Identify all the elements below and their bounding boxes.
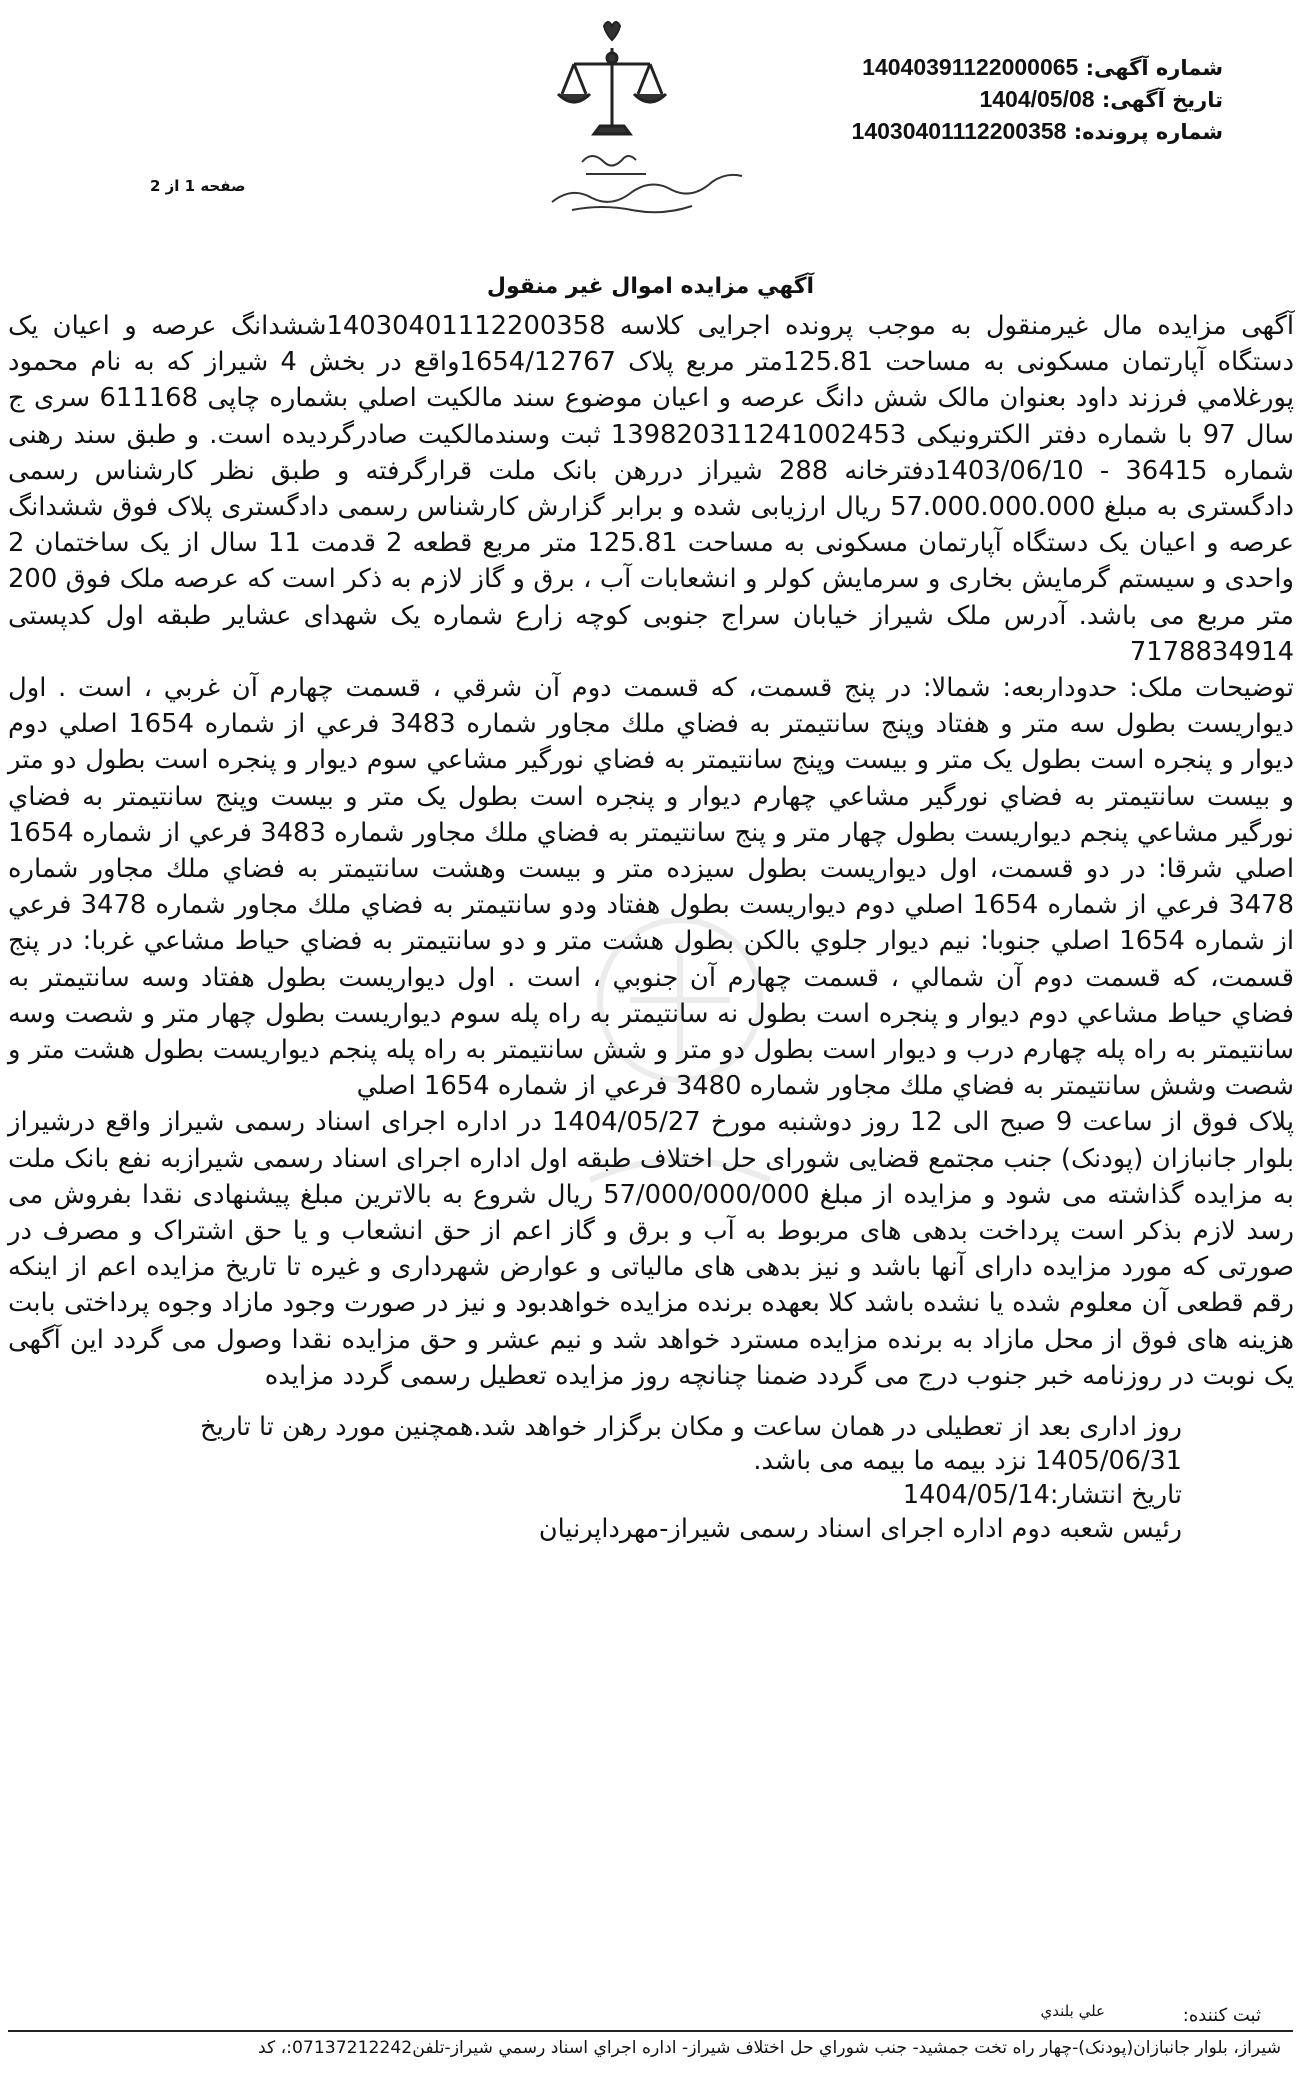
- closing-line-1: روز اداری بعد از تعطیلی در همان ساعت و مکان برگزار خواهد شد.همچنین مورد رهن تا تاریخ: [200, 1412, 1182, 1443]
- ad-number: 14040391122000065: [862, 54, 1079, 80]
- footer-divider: [8, 2030, 1293, 2032]
- page-indicator: صفحه 1 از 2: [150, 177, 246, 195]
- notice-paragraph-boundaries: توضیحات ملک: حدوداربعه: شمالا: در پنج قسمت، که قسمت دوم آن شرقي ، قسمت چهارم آن غربي ، است . اول ديواريست بطول سه متر و هفتاد وپنج سانتيمتر به فضاي ملك مجاور شماره 3483 فرعي از شماره 1654 اصلي دوم ديوار و پنجره است بطول يک متر و بيست وپنج سانتيمتر به فضاي نورگير مشاعي سوم ديوار و پنجره است بطول دو متر و بيست سانتيمتر به فضاي نورگير مشاعي چهارم ديوار و پنجره است بطول يک متر و بيست وپنج سانتيمتر به فضاي نورگير مشاعي پنجم ديواريست بطول چهار متر و پنج سانتيمتر به فضاي ملك مجاور شماره 3483 فرعي از شماره 1654 اصلي شرقا: در دو قسمت، اول ديواريست بطول سيزده متر و بيست وهشت سانتيمتر به فضاي ملك مجاور شماره 3478 فرعي از شماره 1654 اصلي دوم ديواريست بطول هفتاد ودو سانتيمتر به فضاي ملك مجاور شماره 3478 فرعي از شماره 1654 اصلي جنوبا: نيم ديوار جلوي بالكن بطول هشت متر و دو سانتيمتر به فضاي حياط مشاعي غربا: در پنج قسمت، كه قسمت دوم آن شمالي ، قسمت چهارم آن جنوبي ، است . اول ديواريست بطول هفتاد وسه سانتيمتر به فضاي حياط مشاعي دوم ديوار و پنجره است بطول نه سانتيمتر به راه پله سوم ديواريست بطول چهار متر و شصت وسه سانتيمتر به راه پله چهارم درب و ديوار است بطول دو متر و شش سانتيمتر به راه پله پنجم ديواريست بطول هشت متر و شصت وشش سانتيمتر به فضاي ملك مجاور شماره 3480 فرعي از شماره 1654 اصلي: [8, 673, 1295, 1102]
- registered-by-label: ثبت کننده:: [1182, 2005, 1261, 2026]
- ad-date: 1404/05/08: [979, 86, 1095, 112]
- signatory: رئیس شعبه دوم اداره اجرای اسناد رسمی شیراز-مهرداپرنیان: [538, 1514, 1182, 1545]
- notice-closing: [8, 1410, 1294, 1546]
- ad-date-label: تاریخ آگهی:: [1101, 88, 1223, 112]
- publish-date-row: [8, 1478, 1182, 1512]
- footer-address: شيراز، بلوار جانبازان(پودنک)-چهار راه تخت جمشيد- جنب شوراي حل اختلاف شيراز- اداره اجراي اسناد رسمي شيراز-تلفن07137212242:، کد: [257, 2038, 1281, 2058]
- page-title: آگهي مزايده اموال غير منقول: [486, 274, 815, 299]
- notice-paragraph-intro: آگهی مزایده مال غیرمنقول به موجب پرونده اجرایی کلاسه 14030401112200358ششدانگ عرصه و اعیان یک دستگاه آپارتمان مسکونی به مساحت 125.81متر مربع پلاک 1654/12767واقع در بخش 4 شیراز که به نام محمود پورغلامي فرزند داود بعنوان مالک شش دانگ عرصه و اعیان موضوع سند مالکیت اصلي بشماره چاپی 611168 سری ج سال 97 با شماره دفتر الکترونیکی 139820311241002453 ثبت وسندمالکیت صادرگردیده است. و طبق سند رهنی شماره 36415 - 1403/06/10دفترخانه 288 شیراز دررهن بانک ملت قرارگرفته و طبق نظر کارشناس رسمی دادگستری به مبلغ 57.000.000.000 ریال ارزیابی شده و برابر گزارش کارشناس رسمی دادگستری پلاک فوق ششدانگ عرصه و اعیان یک دستگاه آپارتمان مسکونی به مساحت 125.81 متر مربع قطعه 2 قدمت 11 سال از یک ساختمان 2 واحدی و سیستم گرمایش بخاری و سرمایش کولر و انشعابات آب ، برق و گاز لازم به ذکر است که عرصه ملک فوق 200 متر مربع می باشد. آدرس ملک شیراز خیابان سراج جنوبی کوچه زارع شماره یک شهدای عشایر طبقه اول کدپستی 7178834914: [8, 311, 1295, 667]
- ad-number-label: شماره آگهی:: [1085, 56, 1223, 80]
- publish-date-label: تاریخ انتشار:: [1049, 1480, 1182, 1511]
- notice-paragraph-auction-terms: پلاک فوق از ساعت 9 صبح الی 12 روز دوشنبه مورخ 1404/05/27 در اداره اجرای اسناد رسمی شیراز واقع درشیراز بلوار جانبازان (پودنک) جنب مجتمع قضایی شورای حل اختلاف طبقه اول اداره اجرای اسناد رسمی شیرازبه نفع بانک ملت به مزایده گذاشته می شود و مزایده از مبلغ 57/000/000/000 ریال شروع به بالاترین مبلغ پیشنهادی نقدا بفروش می رسد لازم بذکر است پرداخت بدهی های مربوط به آب و برق و گاز اعم از حق انشعاب و یا حق اشتراک و مصرف در صورتی که مورد مزایده دارای آنها باشد و نیز بدهی های مالیاتی و عوارض شهرداری و غیره تا تاریخ مزایده اعم از اینکه رقم قطعی آن معلوم شده یا نشده باشد کلا بعهده برنده مزایده خواهدبود و نیز در صورت وجود مازاد وجوه پرداختی بابت هزینه های فوق از محل مازاد به برنده مزایده مسترد خواهد شد و نیم عشر و حق مزایده نقدا وصول می گردد این آگهی یک نوبت در روزنامه خبر جنوب درج می گردد ضمنا چنانچه روز مزایده تعطیل رسمی گردد مزایده: [8, 1107, 1294, 1391]
- ad-date-row: [852, 84, 1223, 116]
- notice-body: [8, 308, 1294, 1546]
- ad-number-row: [852, 52, 1223, 84]
- closing-line-2: 1405/06/31 نزد بیمه ما بیمه می باشد.: [753, 1446, 1182, 1477]
- case-number-label: شماره پرونده:: [1073, 120, 1223, 144]
- judiciary-scales-emblem-icon: [542, 12, 782, 217]
- case-number: 14030401112200358: [851, 118, 1067, 144]
- case-number-row: [852, 116, 1223, 148]
- publish-date: 1404/05/14: [902, 1480, 1050, 1511]
- ad-metadata: [852, 52, 1223, 148]
- registered-by-name: علي بلندي: [1040, 2002, 1105, 2020]
